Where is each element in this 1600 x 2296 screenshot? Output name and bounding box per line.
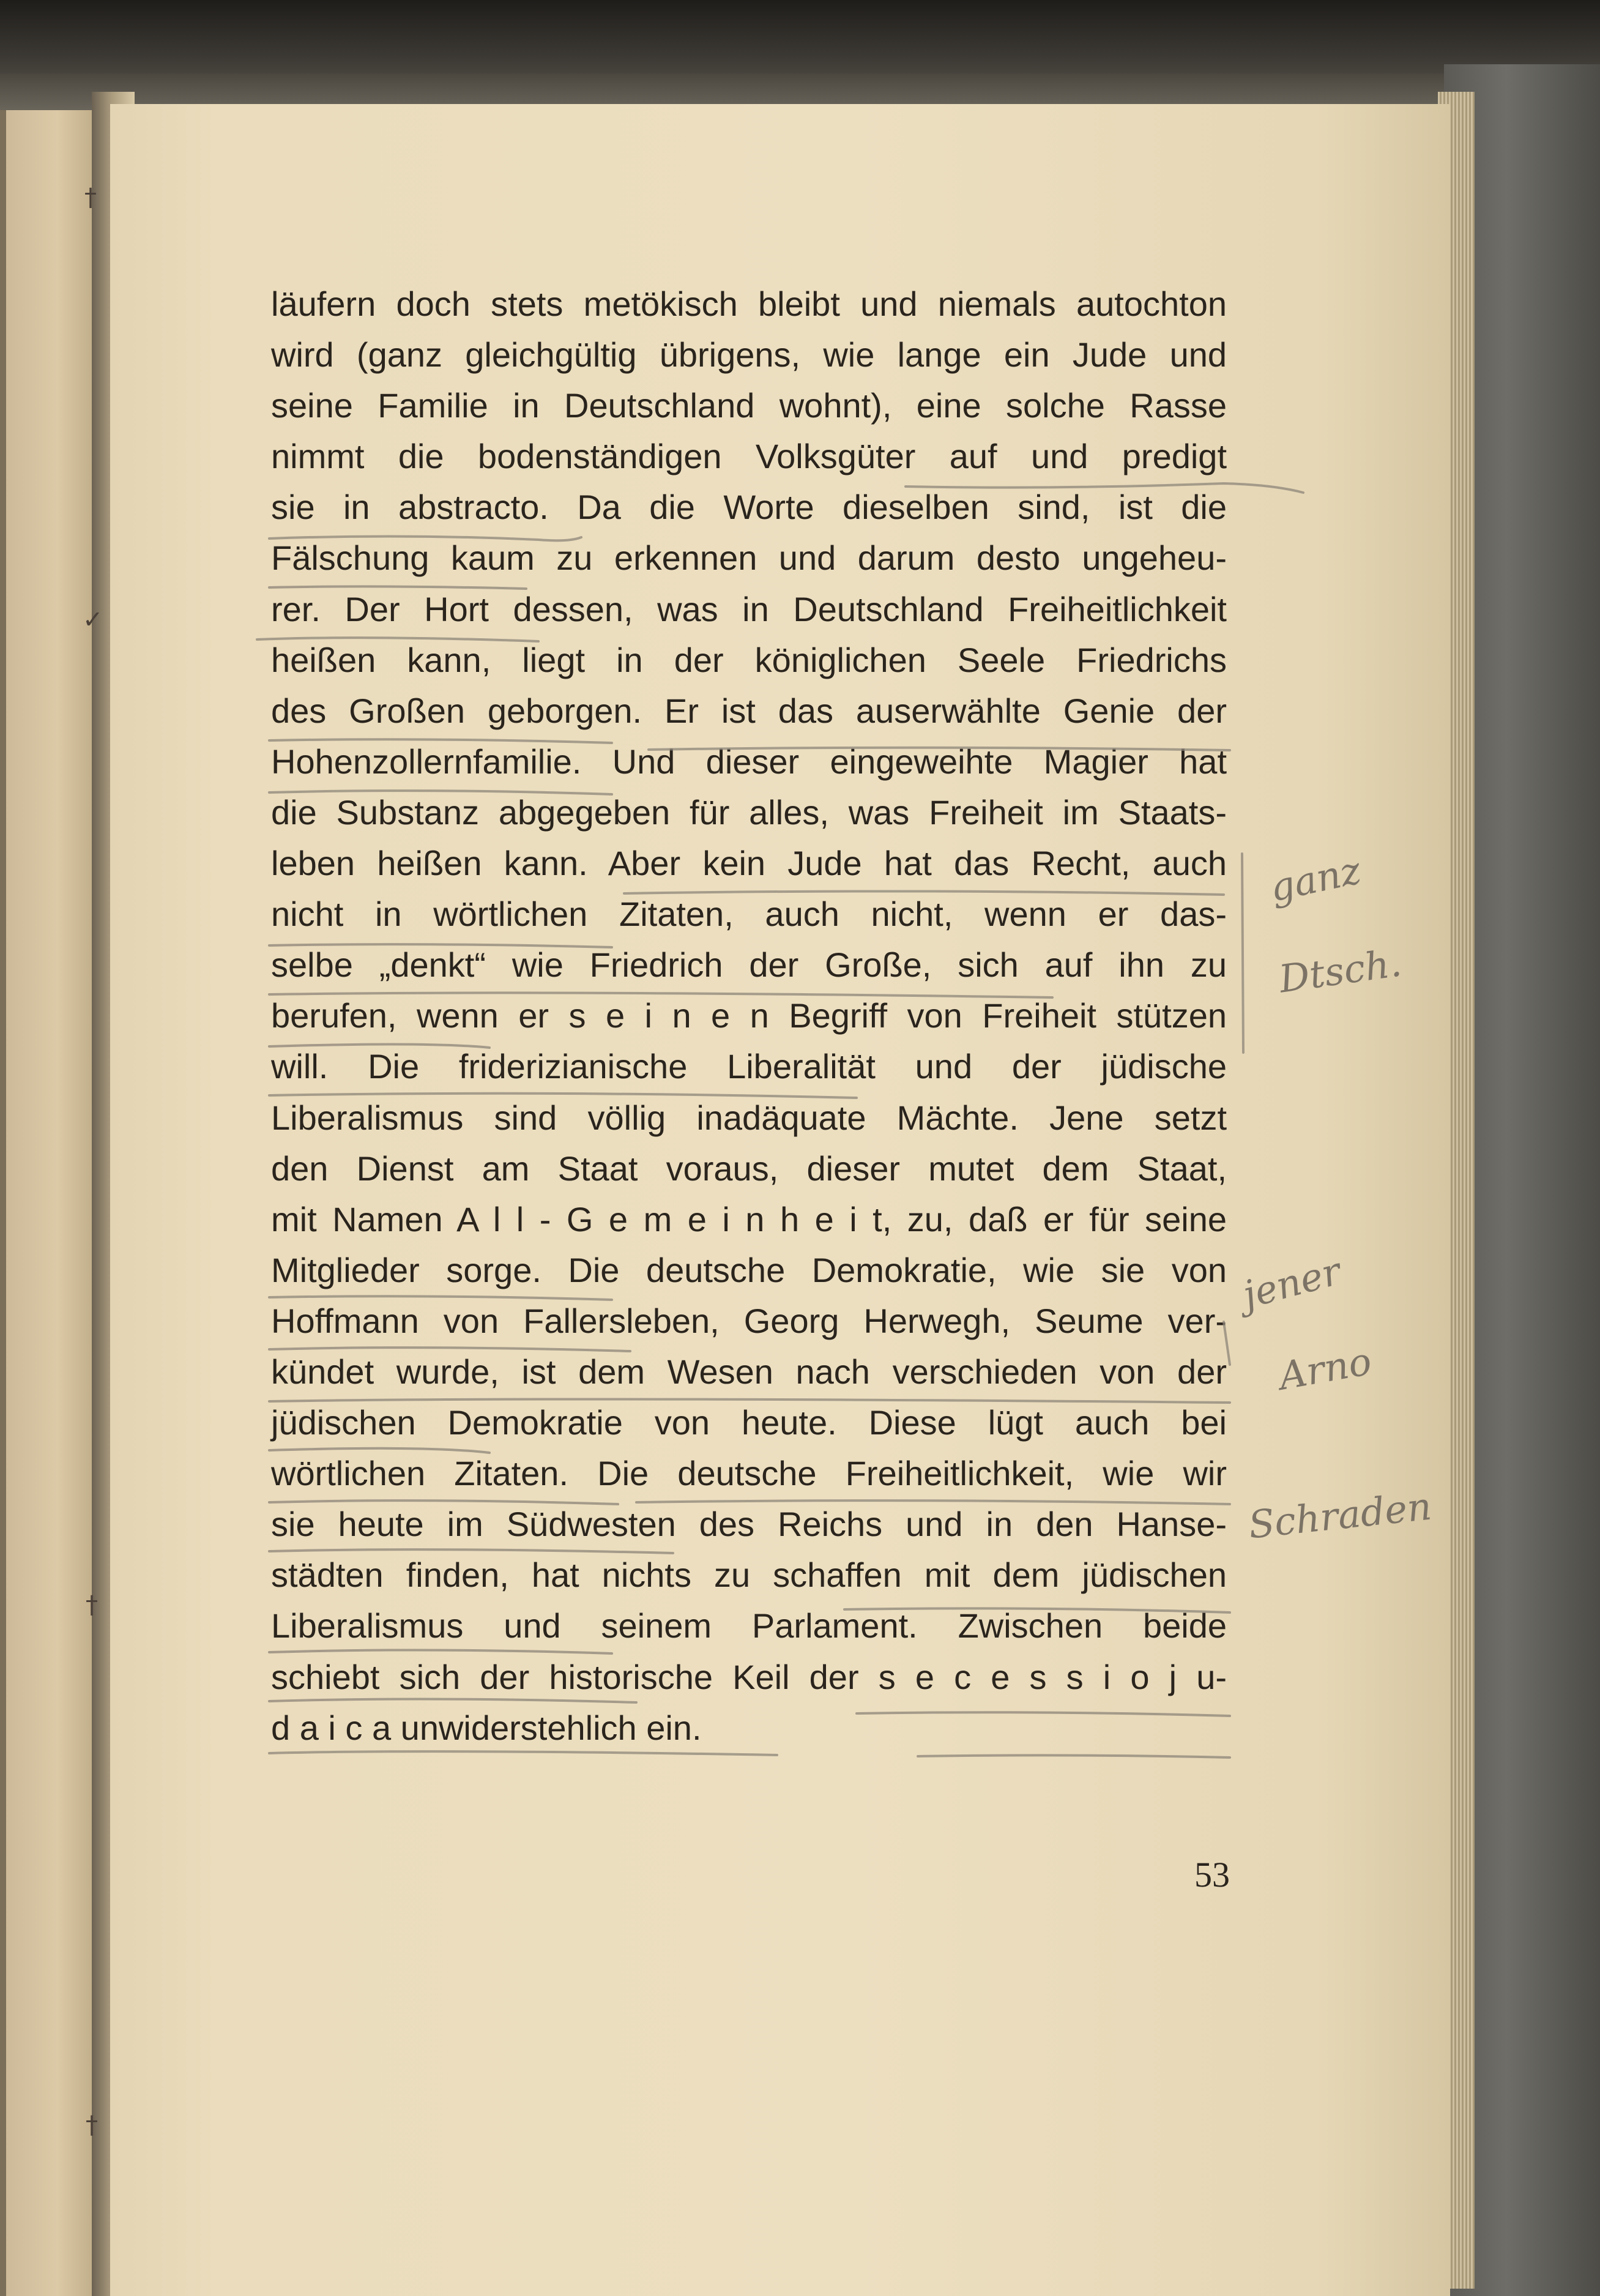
text-line: seine Familie in Deutschland wohnt), eine solche Rasse <box>271 386 1227 425</box>
text-line: Hoffmann von Fallersleben, Georg Herwegh, Seume ver- <box>271 1301 1227 1340</box>
text-line: nimmt die bodenständigen Volksgüter auf und predigt <box>271 437 1227 476</box>
text-line: Mitglieder sorge. Die deutsche Demokratie, wie sie von <box>271 1250 1227 1289</box>
margin-note: Schraden <box>1246 1483 1434 1548</box>
text-line: des Großen geborgen. Er ist das auserwählte Genie der <box>271 691 1227 730</box>
margin-tick-mark: † <box>86 2111 98 2139</box>
left-board-edge <box>0 73 6 2296</box>
text-line: berufen, wenn er s e i n e n Begriff von Freiheit stützen <box>271 996 1227 1035</box>
margin-tick-mark: † <box>86 1591 98 1619</box>
text-line: mit Namen A l l - G e m e i n h e i t, zu, daß er für seine <box>271 1199 1227 1239</box>
margin-note: jener <box>1238 1248 1345 1318</box>
text-line: heißen kann, liegt in der königlichen Seele Friedrichs <box>271 640 1227 679</box>
text-line: sie heute im Südwesten des Reichs und in den Hanse- <box>271 1505 1227 1544</box>
text-line: läufern doch stets metökisch bleibt und niemals autochton <box>271 285 1227 323</box>
text-line: will. Die friderizianische Liberalität und der jüdische <box>271 1047 1227 1086</box>
text-line: Hohenzollernfamilie. Und dieser eingeweihte Magier hat <box>271 742 1227 781</box>
text-line: selbe „denkt“ wie Friedrich der Große, sich auf ihn zu <box>271 945 1227 985</box>
text-line: leben heißen kann. Aber kein Jude hat das Recht, auch <box>271 844 1227 883</box>
text-line: wird (ganz gleichgültig übrigens, wie lange ein Jude und <box>271 335 1227 375</box>
text-line: städten finden, hat nichts zu schaffen mit dem jüdischen <box>271 1556 1227 1595</box>
text-line: kündet wurde, ist dem Wesen nach verschieden von der <box>271 1352 1227 1391</box>
text-line: Liberalismus sind völlig inadäquate Mächte. Jene setzt <box>271 1098 1227 1137</box>
text-line: den Dienst am Staat voraus, dieser mutet dem Staat, <box>271 1149 1227 1188</box>
page-number: 53 <box>1194 1855 1230 1895</box>
text-line: die Substanz abgegeben für alles, was Freiheit im Staats- <box>271 792 1227 832</box>
text-line: sie in abstracto. Da die Worte dieselben sind, ist die <box>271 488 1227 527</box>
text-line: jüdischen Demokratie von heute. Diese lügt auch bei <box>271 1403 1227 1442</box>
previous-page-sliver <box>0 73 104 2296</box>
margin-note: Arno <box>1275 1338 1375 1399</box>
text-line: wörtlichen Zitaten. Die deutsche Freiheitlichkeit, wie wir <box>271 1454 1227 1493</box>
margin-note: Dtsch. <box>1276 940 1404 1002</box>
margin-note: ganz <box>1266 848 1365 911</box>
margin-tick-mark: ✓ <box>83 606 103 634</box>
margin-tick-mark: † <box>84 184 97 212</box>
text-line: rer. Der Hort dessen, was in Deutschland Freiheitlichkeit <box>271 589 1227 628</box>
text-line: Liberalismus und seinem Parlament. Zwischen beide <box>271 1606 1227 1646</box>
text-line: d a i c a unwiderstehlich ein. <box>271 1708 702 1747</box>
text-line: schiebt sich der historische Keil der s e c e s s i o j u- <box>271 1657 1227 1696</box>
text-line: Fälschung kaum zu erkennen und darum desto ungeheu- <box>271 539 1227 578</box>
text-line: nicht in wörtlichen Zitaten, auch nicht, wenn er das- <box>271 895 1227 934</box>
body-text <box>271 278 1227 1753</box>
